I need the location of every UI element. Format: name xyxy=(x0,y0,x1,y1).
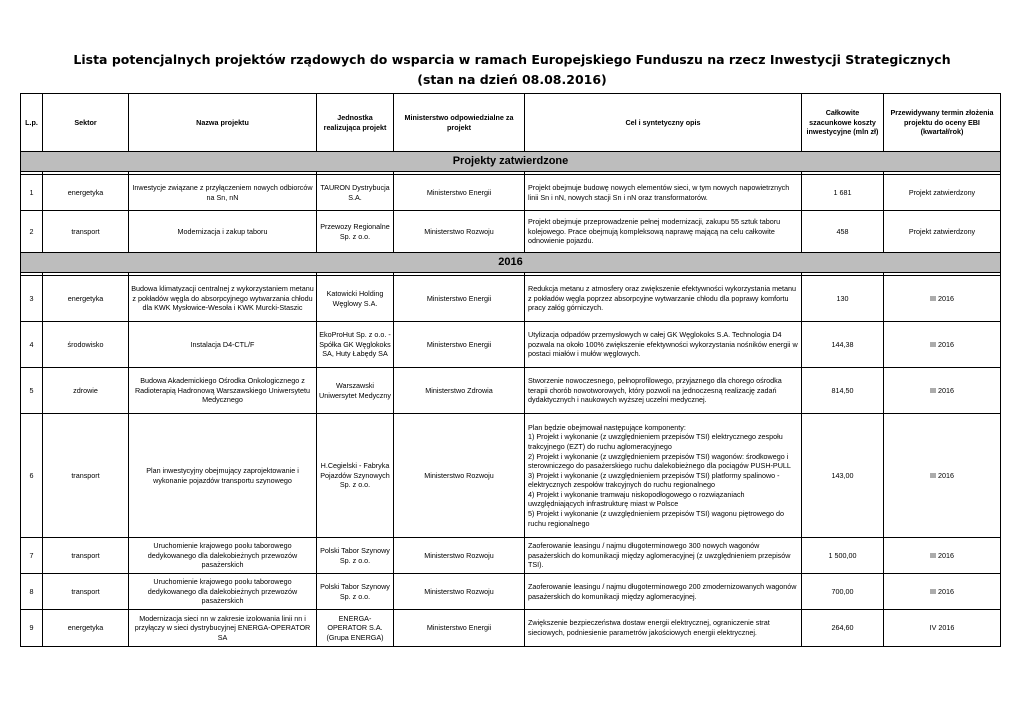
table-row xyxy=(21,211,1001,253)
cell-unit: Polski Tabor Szynowy Sp. z o.o. xyxy=(317,574,394,610)
table-row xyxy=(21,322,1001,368)
cell-sector: środowisko xyxy=(43,322,129,368)
cell-name: Uruchomienie krajowego poolu taborowego dedykowanego dla dalekobieżnych przewozów pasażerskich xyxy=(129,574,317,610)
table-row xyxy=(21,538,1001,574)
table-row xyxy=(21,276,1001,322)
cell-unit: TAURON Dystrybucja S.A. xyxy=(317,175,394,211)
header-row xyxy=(21,94,1001,152)
cell-sector: transport xyxy=(43,574,129,610)
cell-term: IV 2016 xyxy=(884,610,1001,647)
cell-lp: 6 xyxy=(21,414,43,538)
cell-term: III 2016 xyxy=(884,322,1001,368)
cell-name: Uruchomienie krajowego poolu taborowego dedykowanego dla dalekobieżnych przewozów pasażerskich xyxy=(129,538,317,574)
section-header-row xyxy=(21,152,1001,172)
cell-sector: transport xyxy=(43,538,129,574)
cell-unit: EkoProHut Sp. z o.o. - Spółka GK Węglokoks SA, Huty Łabędy SA xyxy=(317,322,394,368)
document-title xyxy=(0,50,1024,90)
cell-sector: transport xyxy=(43,211,129,253)
cell-goal: Zaoferowanie leasingu / najmu długoterminowego 200 zmodernizowanych wagonów pasażerskich do komunikacji między aglomeracyjnej. xyxy=(525,574,802,610)
cell-lp: 1 xyxy=(21,175,43,211)
cell-goal: Plan będzie obejmował następujące komponenty: 1) Projekt i wykonanie (z uwzględnieniem przepisów TSI) elektrycznego zespołu trakcyjnego (EZT) do ruchu aglomeracyjnego 2) Projekt i wykonanie (z uwzględnieniem przepisów TSI) wagonów: środkowego i sterowniczego do pasażerskiego ruchu dalekobieżnego dla pociągów PUSH-PULL 3) Projekt i wykonanie (z uwzględnieniem przepisów TSI) platformy spalinowo - elektrycznych zespołów trakcyjnych do ruchu regionalnego 4) Projekt i wykonanie tramwaju niskopodłogowego o rozwiązaniach uwzględniających infrastrukturę miast w Polsce 5) Projekt i wykonanie (z uwzględnieniem przepisów TSI) wagonu piętrowego do ruchu regionalnego xyxy=(525,414,802,538)
cell-cost: 144,38 xyxy=(802,322,884,368)
cell-term: III 2016 xyxy=(884,574,1001,610)
cell-sector: energetyka xyxy=(43,610,129,647)
cell-term: Projekt zatwierdzony xyxy=(884,175,1001,211)
cell-lp: 7 xyxy=(21,538,43,574)
header-cost: Całkowite szacunkowe koszty inwestycyjne (mln zł) xyxy=(802,94,884,152)
cell-name: Instalacja D4-CTL/F xyxy=(129,322,317,368)
cell-ministry: Ministerstwo Rozwoju xyxy=(394,414,525,538)
header-unit: Jednostka realizująca projekt xyxy=(317,94,394,152)
table-row xyxy=(21,175,1001,211)
cell-cost: 700,00 xyxy=(802,574,884,610)
header-goal: Cel i syntetyczny opis xyxy=(525,94,802,152)
cell-unit: H.Cegielski - Fabryka Pojazdów Szynowych Sp. z o.o. xyxy=(317,414,394,538)
cell-ministry: Ministerstwo Zdrowia xyxy=(394,368,525,414)
cell-name: Budowa klimatyzacji centralnej z wykorzystaniem metanu z pokładów węgla do absorpcyjnego wytwarzania chłodu dla KWK Mysłowice-Wesoła i KWK Murcki-Staszic xyxy=(129,276,317,322)
cell-ministry: Ministerstwo Rozwoju xyxy=(394,574,525,610)
cell-lp: 4 xyxy=(21,322,43,368)
table-row xyxy=(21,414,1001,538)
cell-sector: transport xyxy=(43,414,129,538)
table-body xyxy=(21,152,1001,647)
table-row xyxy=(21,610,1001,647)
cell-term: III 2016 xyxy=(884,414,1001,538)
title-line-1: Lista potencjalnych projektów rządowych do wsparcia w ramach Europejskiego Funduszu na rzecz Inwestycji Strategicznych xyxy=(73,52,951,67)
cell-lp: 2 xyxy=(21,211,43,253)
projects-table xyxy=(20,93,1001,647)
cell-goal: Utylizacja odpadów przemysłowych w całej GK Węglokoks S.A. Technologia D4 pozwala na około 100% zwiększenie efektywności wykorzystania nośników energii w postaci miałów i mułów węglowych. xyxy=(525,322,802,368)
cell-cost: 458 xyxy=(802,211,884,253)
cell-goal: Zaoferowanie leasingu / najmu długoterminowego 300 nowych wagonów pasażerskich do komunikacji między aglomeracyjnej (z uwzględnieniem przepisów TSI). xyxy=(525,538,802,574)
cell-term: III 2016 xyxy=(884,276,1001,322)
cell-lp: 8 xyxy=(21,574,43,610)
cell-cost: 143,00 xyxy=(802,414,884,538)
cell-cost: 130 xyxy=(802,276,884,322)
header-sector: Sektor xyxy=(43,94,129,152)
cell-cost: 1 681 xyxy=(802,175,884,211)
cell-term: III 2016 xyxy=(884,368,1001,414)
cell-unit: Katowicki Holding Węglowy S.A. xyxy=(317,276,394,322)
cell-ministry: Ministerstwo Energii xyxy=(394,610,525,647)
cell-sector: energetyka xyxy=(43,175,129,211)
cell-name: Modernizacja i zakup taboru xyxy=(129,211,317,253)
cell-name: Plan inwestycyjny obejmujący zaprojektowanie i wykonanie pojazdów transportu szynowego xyxy=(129,414,317,538)
cell-name: Modernizacja sieci nn w zakresie izolowania linii nn i przyłączy w sieci dystrybucyjnej ENERGA-OPERATOR SA xyxy=(129,610,317,647)
cell-goal: Zwiększenie bezpieczeństwa dostaw energii elektrycznej, ograniczenie strat sieciowych, podniesienie parametrów jakościowych energii elektrycznej. xyxy=(525,610,802,647)
cell-unit: Warszawski Uniwersytet Medyczny xyxy=(317,368,394,414)
cell-goal: Stworzenie nowoczesnego, pełnoprofilowego, przyjaznego dla chorego ośrodka terapii chorób nowotworowych, który pozwoli na jednoczesną realizację zadań dydaktycznych i naukowych wyższej uczelni medycznej. xyxy=(525,368,802,414)
header-term: Przewidywany termin złożenia projektu do oceny EBI (kwartał/rok) xyxy=(884,94,1001,152)
header-ministry: Ministerstwo odpowiedzialne za projekt xyxy=(394,94,525,152)
table-row xyxy=(21,368,1001,414)
cell-sector: energetyka xyxy=(43,276,129,322)
section-header-row xyxy=(21,253,1001,273)
cell-term: III 2016 xyxy=(884,538,1001,574)
cell-unit: ENERGA-OPERATOR S.A. (Grupa ENERGA) xyxy=(317,610,394,647)
cell-ministry: Ministerstwo Rozwoju xyxy=(394,211,525,253)
title-line-2: (stan na dzień 08.08.2016) xyxy=(417,72,607,87)
cell-cost: 264,60 xyxy=(802,610,884,647)
cell-goal: Projekt obejmuje budowę nowych elementów sieci, w tym nowych napowietrznych linii Sn i nN, nowych stacji Sn i nN oraz transformatorów. xyxy=(525,175,802,211)
cell-sector: zdrowie xyxy=(43,368,129,414)
section-label: Projekty zatwierdzone xyxy=(21,152,1001,172)
cell-cost: 814,50 xyxy=(802,368,884,414)
cell-ministry: Ministerstwo Energii xyxy=(394,276,525,322)
header-lp: L.p. xyxy=(21,94,43,152)
cell-lp: 9 xyxy=(21,610,43,647)
cell-ministry: Ministerstwo Energii xyxy=(394,322,525,368)
cell-cost: 1 500,00 xyxy=(802,538,884,574)
cell-lp: 3 xyxy=(21,276,43,322)
cell-name: Budowa Akademickiego Ośrodka Onkologicznego z Radioterapią Hadronową Warszawskiego Uniwersytetu Medycznego xyxy=(129,368,317,414)
cell-unit: Przewozy Regionalne Sp. z o.o. xyxy=(317,211,394,253)
cell-ministry: Ministerstwo Energii xyxy=(394,175,525,211)
section-label: 2016 xyxy=(21,253,1001,273)
cell-goal: Projekt obejmuje przeprowadzenie pełnej modernizacji, zakupu 55 sztuk taboru kolejowego. Prace obejmują kompleksową naprawę mającą na celu całkowite odnowienie pojazdu. xyxy=(525,211,802,253)
cell-term: Projekt zatwierdzony xyxy=(884,211,1001,253)
cell-ministry: Ministerstwo Rozwoju xyxy=(394,538,525,574)
table-row xyxy=(21,574,1001,610)
header-name: Nazwa projektu xyxy=(129,94,317,152)
cell-goal: Redukcja metanu z atmosfery oraz zwiększenie efektywności wykorzystania metanu z pokładów węgla poprzez absorpcyjne wytwarzanie chłodu dla poprawy komfortu pracy załóg górniczych. xyxy=(525,276,802,322)
cell-name: Inwestycje związane z przyłączeniem nowych odbiorców na Sn, nN xyxy=(129,175,317,211)
cell-lp: 5 xyxy=(21,368,43,414)
cell-unit: Polski Tabor Szynowy Sp. z o.o. xyxy=(317,538,394,574)
